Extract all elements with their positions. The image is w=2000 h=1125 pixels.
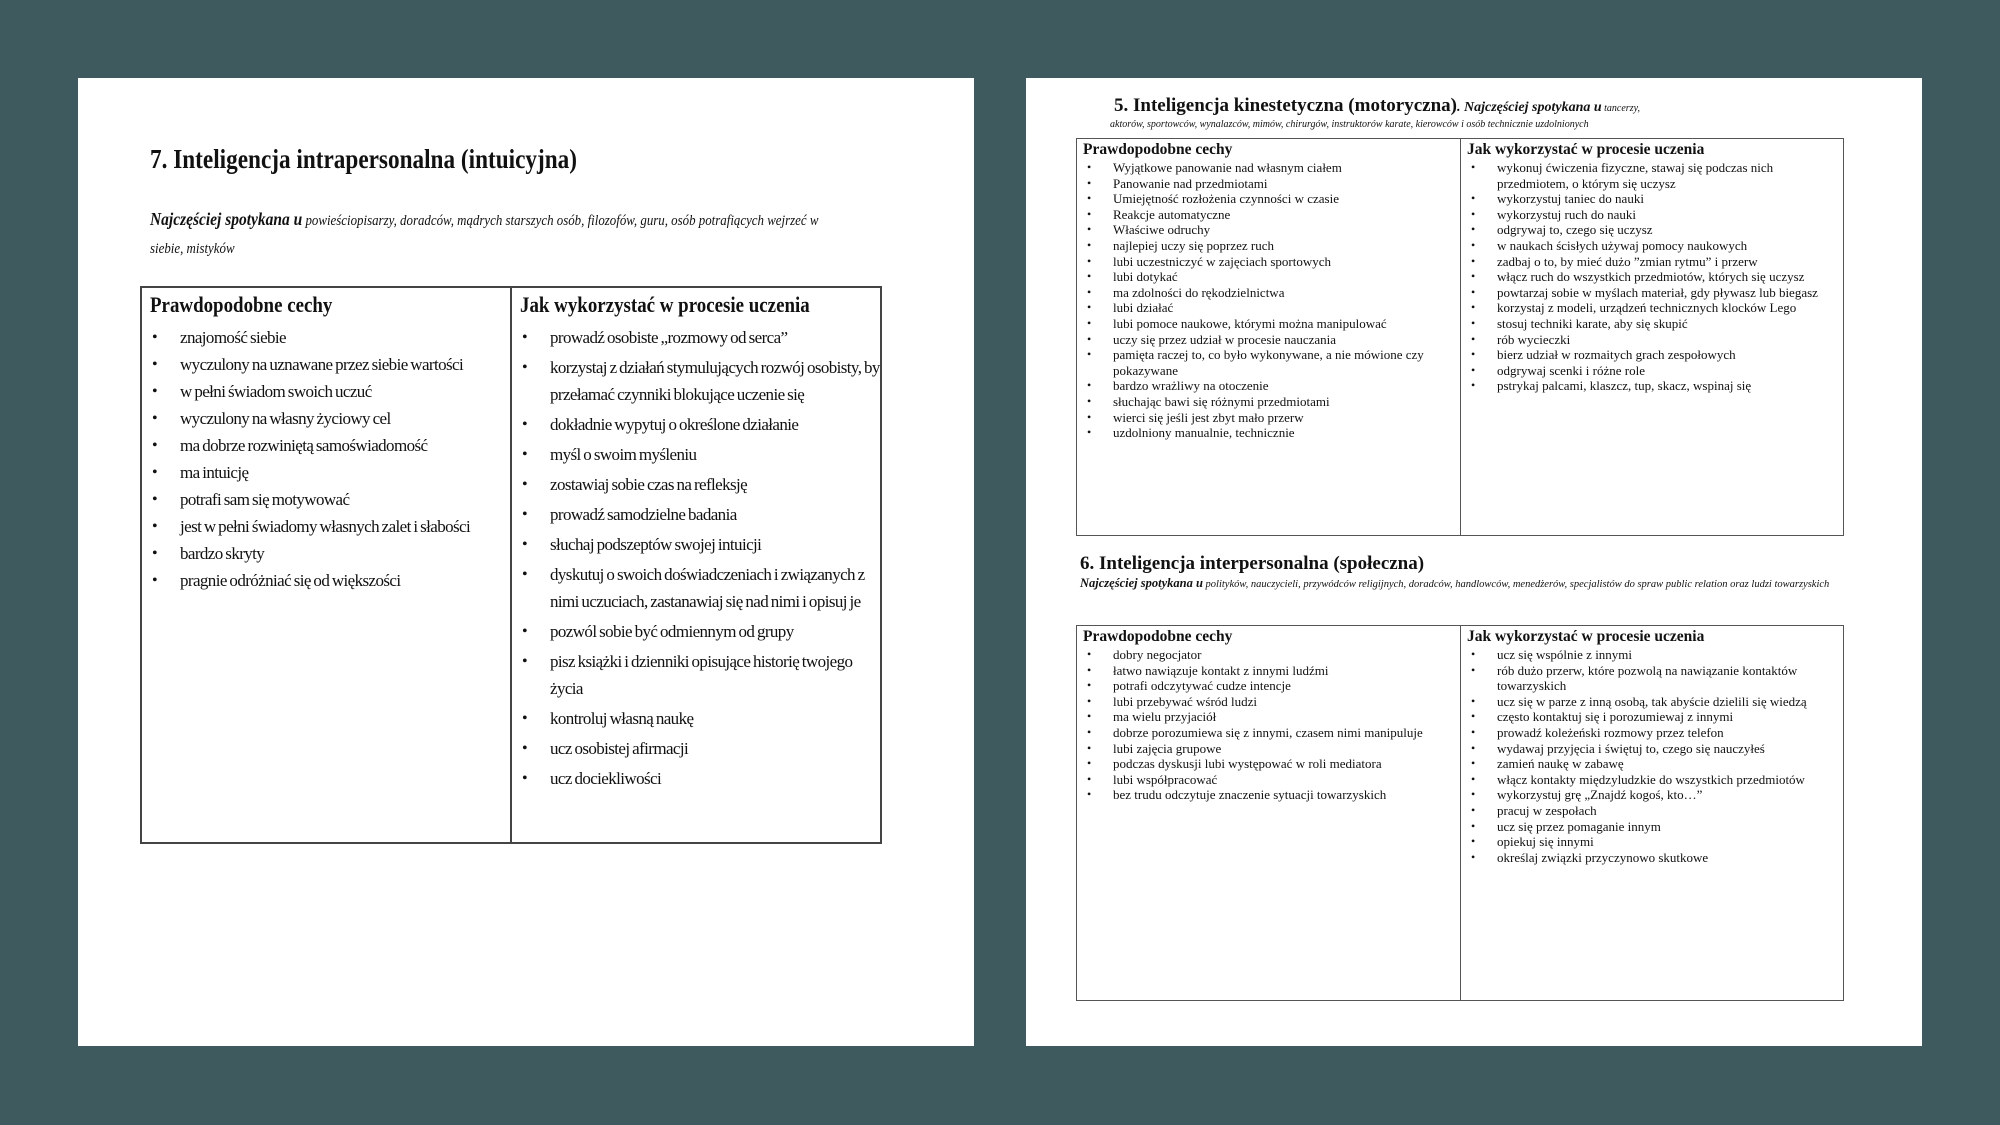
list-item: • włącz kontakty międzyludzkie do wszystkich przedmiotów (1467, 772, 1842, 788)
list-item: • prowadź samodzielne badania (520, 501, 880, 528)
list-item: • lubi dotykać (1083, 269, 1460, 285)
list-item: • ucz się przez pomaganie innym (1467, 819, 1842, 835)
section-6-title: 6. Inteligencja interpersonalna (społeczna) (1080, 553, 1425, 574)
section-5-title: 5. Inteligencja kinestetyczna (motoryczna) (1114, 95, 1457, 116)
list-item: • znajomość siebie (150, 324, 510, 351)
list-item: • rób dużo przerw, które pozwolą na nawiązanie kontaktów towarzyskich (1467, 663, 1842, 694)
list-item: • bardzo wrażliwy na otoczenie (1083, 378, 1460, 394)
list-item: • Reakcje automatyczne (1083, 207, 1460, 223)
list-item: • w pełni świadom swoich uczuć (150, 378, 510, 405)
traits-list (150, 324, 510, 594)
section-7-intro-rest: powieściopisarzy, doradców, mądrych starszych osób, filozofów, guru, osób potrafiących wejrzeć w siebie, mistyków (150, 213, 819, 257)
list-item: • wykorzystuj ruch do nauki (1467, 207, 1842, 223)
section-5-intro-bold: . Najczęściej spotykana u (1456, 100, 1602, 115)
list-item: • określaj związki przyczynowo skutkowe (1467, 850, 1842, 866)
section-7-intro (150, 206, 838, 262)
section-5-intro-line2: aktorów, sportowców, wynalazców, mimów, chirurgów, instruktorów karate, kierowców i osób technicznie uzdolnionych (1110, 119, 1589, 130)
list-item: • Panowanie nad przedmiotami (1083, 176, 1460, 192)
list-item: • bierz udział w rozmaitych grach zespołowych (1467, 347, 1842, 363)
list-item: • wykorzystuj grę „Znajdź kogoś, kto…” (1467, 787, 1842, 803)
list-item: • ucz osobistej afirmacji (520, 735, 880, 762)
list-item: • kontroluj własną naukę (520, 705, 880, 732)
list-item: • ucz się w parze z inną osobą, tak abyście dzielili się wiedzą (1467, 694, 1842, 710)
list-item: • lubi pomoce naukowe, którymi można manipulować (1083, 316, 1460, 332)
list-item: • odgrywaj scenki i różne role (1467, 363, 1842, 379)
list-item: • wierci się jeśli jest zbyt mało przerw (1083, 410, 1460, 426)
section-7-title: 7. Inteligencja intrapersonalna (intuicyjna) (150, 144, 577, 174)
traits-column (142, 288, 512, 842)
uses-header: Jak wykorzystać w procesie uczenia (1467, 628, 1705, 645)
list-item: • lubi uczestniczyć w zajęciach sportowych (1083, 254, 1460, 270)
traits-column (1077, 139, 1461, 535)
list-item: • zostawiaj sobie czas na refleksję (520, 471, 880, 498)
list-item: • pisz książki i dzienniki opisujące historię twojego życia (520, 648, 880, 702)
list-item: • potrafi sam się motywować (150, 486, 510, 513)
list-item: • Właściwe odruchy (1083, 222, 1460, 238)
list-item: • w naukach ścisłych używaj pomocy naukowych (1467, 238, 1842, 254)
uses-column (512, 288, 880, 842)
list-item: • pamięta raczej to, co było wykonywane, a nie mówione czy pokazywane (1083, 347, 1460, 378)
list-item: • Wyjątkowe panowanie nad własnym ciałem (1083, 160, 1460, 176)
list-item: • bez trudu odczytuje znaczenie sytuacji towarzyskich (1083, 787, 1460, 803)
list-item: • korzystaj z działań stymulujących rozwój osobisty, by przełamać czynniki blokujące uczenie się (520, 354, 880, 408)
section-6-intro-bold: Najczęściej spotykana u (1080, 576, 1203, 590)
list-item: • korzystaj z modeli, urządzeń technicznych klocków Lego (1467, 300, 1842, 316)
traits-list (1083, 160, 1460, 441)
section-5-table (1076, 138, 1844, 536)
section-6-intro-rest: polityków, nauczycieli, przywódców religijnych, doradców, handlowców, menedżerów, specjalistów do spraw public relation oraz ludzi towarzyskich (1202, 579, 1830, 590)
list-item: • słuchaj podszeptów swojej intuicji (520, 531, 880, 558)
list-item: • lubi działać (1083, 300, 1460, 316)
list-item: • często kontaktuj się i porozumiewaj z innymi (1467, 709, 1842, 725)
list-item: • stosuj techniki karate, aby się skupić (1467, 316, 1842, 332)
list-item: • myśl o swoim myśleniu (520, 441, 880, 468)
list-item: • jest w pełni świadomy własnych zalet i słabości (150, 513, 510, 540)
section-5-title-line (1114, 96, 1874, 119)
list-item: • ucz się wspólnie z innymi (1467, 647, 1842, 663)
list-item: • najlepiej uczy się poprzez ruch (1083, 238, 1460, 254)
list-item: • dobrze porozumiewa się z innymi, czasem nimi manipuluje (1083, 725, 1460, 741)
section-6-intro (1080, 576, 1840, 592)
traits-list (1083, 647, 1460, 803)
list-item: • ma wielu przyjaciół (1083, 709, 1460, 725)
list-item: • ucz dociekliwości (520, 765, 880, 792)
list-item: • prowadź koleżeński rozmowy przez telefon (1467, 725, 1842, 741)
list-item: • powtarzaj sobie w myślach materiał, gdy pływasz lub biegasz (1467, 285, 1842, 301)
uses-list (1467, 160, 1842, 394)
list-item: • odgrywaj to, czego się uczysz (1467, 222, 1842, 238)
list-item: • ma intuicję (150, 459, 510, 486)
list-item: • uzdolniony manualnie, technicznie (1083, 425, 1460, 441)
section-6-table (1076, 625, 1844, 1001)
traits-header: Prawdopodobne cechy (1083, 628, 1233, 645)
list-item: • wykorzystuj taniec do nauki (1467, 191, 1842, 207)
list-item: • wydawaj przyjęcia i świętuj to, czego się nauczyłeś (1467, 741, 1842, 757)
traits-column (1077, 626, 1461, 1000)
list-item: • lubi zajęcia grupowe (1083, 741, 1460, 757)
document-page-right (1026, 78, 1922, 1046)
list-item: • rób wycieczki (1467, 332, 1842, 348)
list-item: • dokładnie wypytuj o określone działanie (520, 411, 880, 438)
list-item: • lubi przebywać wśród ludzi (1083, 694, 1460, 710)
list-item: • włącz ruch do wszystkich przedmiotów, których się uczysz (1467, 269, 1842, 285)
list-item: • dyskutuj o swoich doświadczeniach i związanych z nimi uczuciach, zastanawiaj się nad nimi i opisuj je (520, 561, 880, 615)
uses-list (520, 324, 880, 792)
list-item: • pstrykaj palcami, klaszcz, tup, skacz, wspinaj się (1467, 378, 1842, 394)
list-item: • Umiejętność rozłożenia czynności w czasie (1083, 191, 1460, 207)
traits-header: Prawdopodobne cechy (150, 292, 333, 317)
list-item: • zamień naukę w zabawę (1467, 756, 1842, 772)
list-item: • prowadź osobiste „rozmowy od serca” (520, 324, 880, 351)
list-item: • pozwól sobie być odmiennym od grupy (520, 618, 880, 645)
list-item: • pragnie odróżniać się od większości (150, 567, 510, 594)
uses-list (1467, 647, 1842, 865)
list-item: • pracuj w zespołach (1467, 803, 1842, 819)
list-item: • opiekuj się innymi (1467, 834, 1842, 850)
list-item: • dobry negocjator (1083, 647, 1460, 663)
list-item: • lubi współpracować (1083, 772, 1460, 788)
uses-header: Jak wykorzystać w procesie uczenia (1467, 141, 1705, 158)
list-item: • podczas dyskusji lubi występować w roli mediatora (1083, 756, 1460, 772)
list-item: • ma dobrze rozwiniętą samoświadomość (150, 432, 510, 459)
list-item: • ma zdolności do rękodzielnictwa (1083, 285, 1460, 301)
uses-column (1461, 139, 1842, 535)
document-page-left (78, 78, 974, 1046)
list-item: • zadbaj o to, by mieć dużo ”zmian rytmu” i przerw (1467, 254, 1842, 270)
list-item: • wyczulony na własny życiowy cel (150, 405, 510, 432)
list-item: • bardzo skryty (150, 540, 510, 567)
uses-header: Jak wykorzystać w procesie uczenia (520, 292, 810, 317)
list-item: • wyczulony na uznawane przez siebie wartości (150, 351, 510, 378)
list-item: • łatwo nawiązuje kontakt z innymi ludźmi (1083, 663, 1460, 679)
list-item: • wykonuj ćwiczenia fizyczne, stawaj się podczas nich przedmiotem, o którym się uczysz (1467, 160, 1842, 191)
uses-column (1461, 626, 1842, 1000)
traits-header: Prawdopodobne cechy (1083, 141, 1233, 158)
section-5-intro-rest: tancerzy, (1601, 103, 1640, 114)
section-7-intro-bold: Najczęściej spotykana u (150, 209, 303, 229)
section-7-table (140, 286, 882, 844)
list-item: • potrafi odczytywać cudze intencje (1083, 678, 1460, 694)
list-item: • słuchając bawi się różnymi przedmiotami (1083, 394, 1460, 410)
list-item: • uczy się przez udział w procesie nauczania (1083, 332, 1460, 348)
